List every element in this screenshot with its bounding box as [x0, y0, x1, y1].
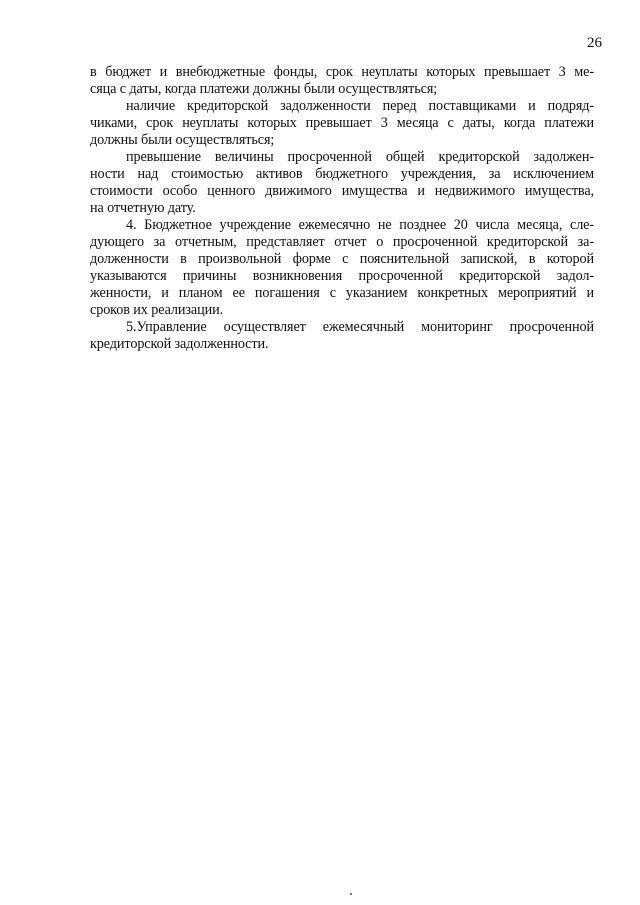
document-body — [90, 64, 594, 353]
page-number: 26 — [587, 35, 602, 51]
paragraph — [90, 217, 594, 319]
paragraph — [90, 64, 594, 98]
paragraph — [90, 149, 594, 217]
text-line: на отчетную дату. — [90, 200, 196, 216]
text-line: ности над стоимостью активов бюджетного учреждения, за исключением — [90, 166, 594, 182]
text-line: сяца с даты, когда платежи должны были осуществляться; — [90, 81, 438, 97]
paragraph — [90, 98, 594, 149]
text-line: женности, и планом ее погашения с указанием конкретных мероприятий и — [90, 285, 594, 301]
text-line: должны были осуществляться; — [90, 132, 275, 148]
text-line: долженности в произвольной форме с пояснительной запиской, в которой — [90, 251, 594, 267]
text-line: в бюджет и внебюджетные фонды, срок неуплаты которых превышает 3 ме- — [90, 64, 594, 80]
text-line: чиками, срок неуплаты которых превышает 3 месяца с даты, когда платежи — [90, 115, 594, 131]
scan-dot-mark — [350, 893, 352, 895]
text-line: стоимости особо ценного движимого имущества и недвижимого имущества, — [90, 183, 594, 199]
text-line: сроков их реализации. — [90, 302, 224, 318]
text-line: кредиторской задолженности. — [90, 336, 269, 352]
text-line: указываются причины возникновения просроченной кредиторской задол- — [90, 268, 594, 284]
text-line: 4. Бюджетное учреждение ежемесячно не позднее 20 числа месяца, сле- — [126, 217, 594, 233]
text-line: 5.Управление осуществляет ежемесячный мониторинг просроченной — [126, 319, 594, 335]
text-line: превышение величины просроченной общей кредиторской задолжен- — [126, 149, 594, 165]
text-line: наличие кредиторской задолженности перед поставщиками и подряд- — [126, 98, 594, 114]
paragraph — [90, 319, 594, 353]
text-line: дующего за отчетным, представляет отчет о просроченной кредиторской за- — [90, 234, 594, 250]
